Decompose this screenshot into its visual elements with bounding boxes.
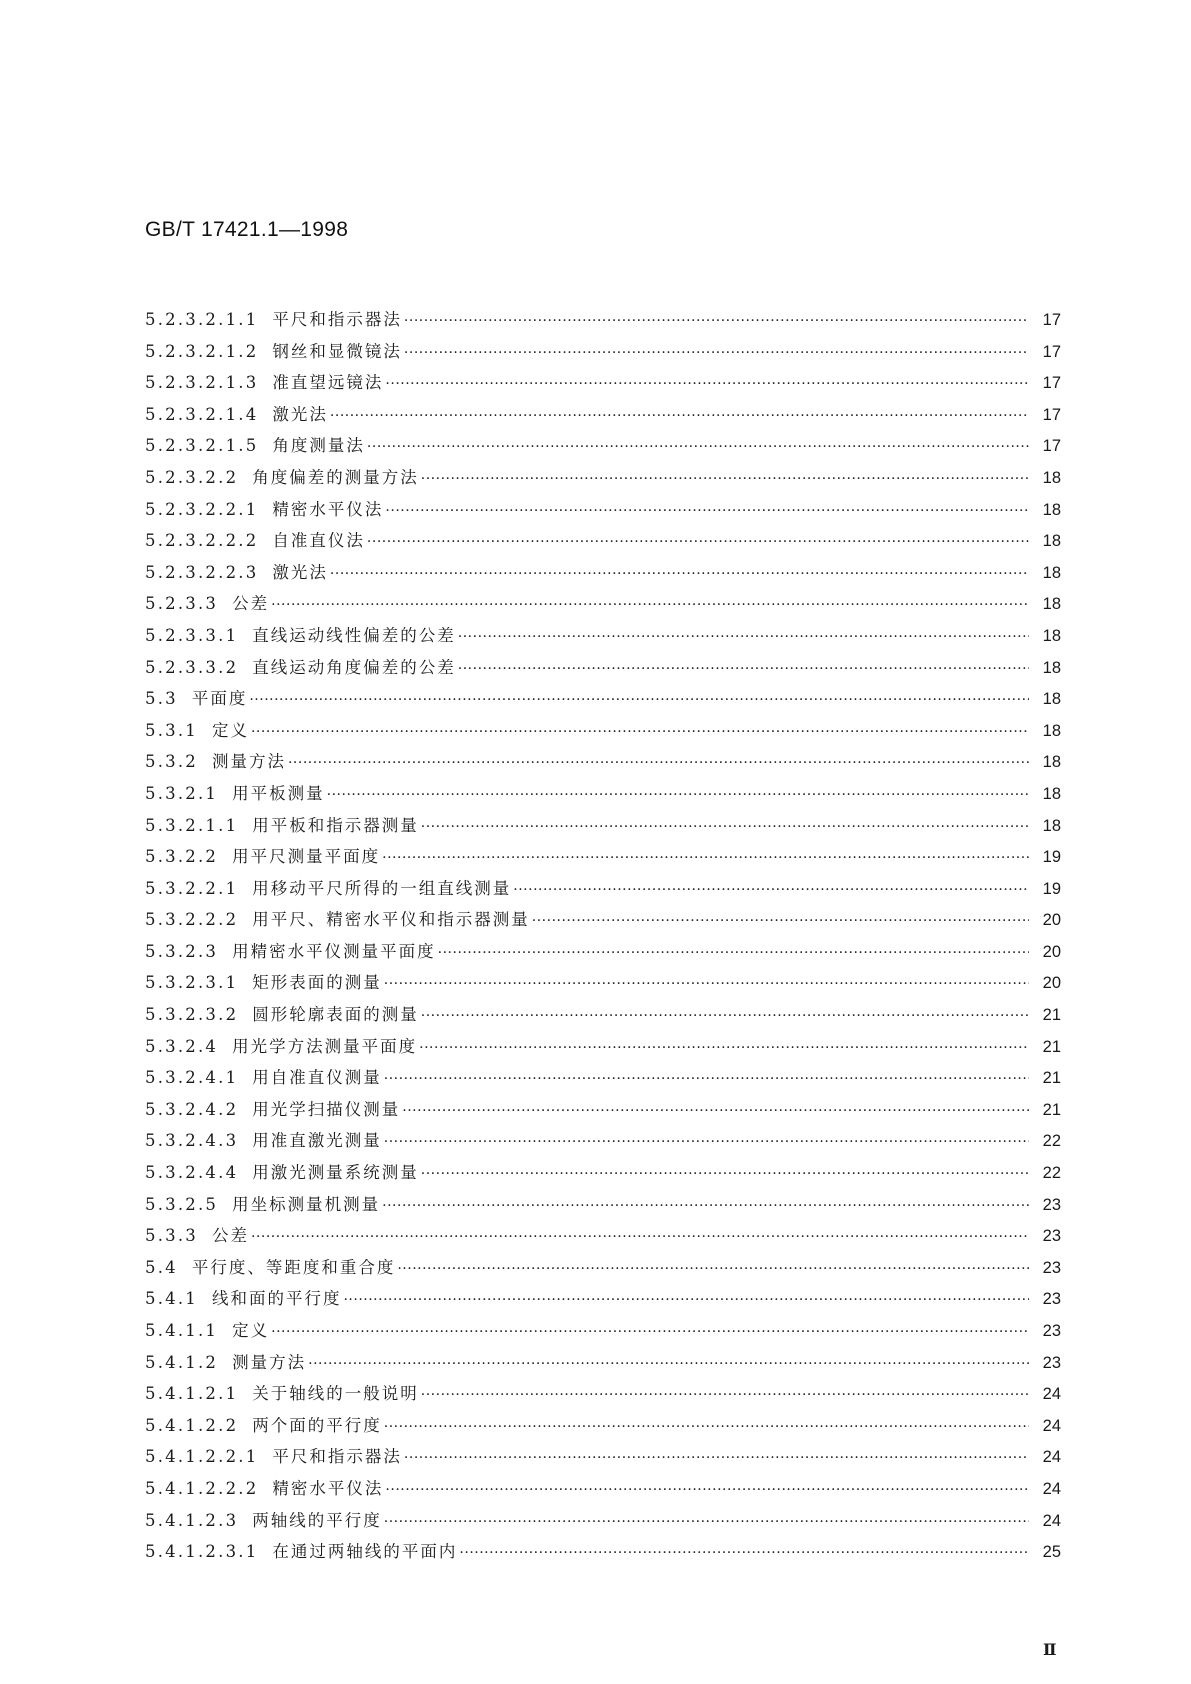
toc-entry [145,875,1061,907]
toc-dot-leader [402,1103,1029,1119]
toc-entry-page: 18 [1042,816,1061,835]
toc-entry [145,1412,1061,1444]
toc-entry-title: 用光学扫描仪测量 [252,1099,401,1119]
toc-entry-title: 直线运动线性偏差的公差 [252,625,456,645]
toc-entry-title: 矩形表面的测量 [252,973,382,993]
toc-dot-leader [343,1292,1029,1308]
toc-dot-leader [438,945,1029,961]
toc-entry-page: 25 [1042,1543,1061,1562]
toc-entry [145,401,1061,433]
toc-entry [145,1064,1061,1096]
toc-entry-title: 用坐标测量机测量 [232,1194,381,1214]
toc-entry-title: 钢丝和显微镜法 [272,341,402,361]
toc-entry [145,369,1061,401]
toc-entry [145,906,1061,938]
toc-dot-leader [288,755,1029,771]
toc-entry-number: 5.2.3.2.2.3 [145,562,259,582]
toc-entry-page: 21 [1042,1100,1061,1119]
toc-entry [145,938,1061,970]
toc-entry-number: 5.4.1.2.3 [145,1510,239,1530]
toc-entry [145,1159,1061,1191]
toc-entry-page: 21 [1042,1069,1061,1088]
toc-dot-leader [384,1134,1029,1150]
toc-entry-title: 定义 [211,720,249,740]
toc-entry-page: 18 [1042,690,1061,709]
toc-entry [145,1475,1061,1507]
toc-entry [145,717,1061,749]
toc-entry-number: 5.3.2.1 [145,783,219,803]
toc-entry-page: 17 [1042,374,1061,393]
toc-entry-number: 5.4.1.2.2.1 [145,1447,259,1467]
toc-entry-number: 5.4.1.2.2.2 [145,1478,259,1498]
toc-dot-leader [419,1040,1029,1056]
toc-entry [145,1254,1061,1286]
toc-entry [145,464,1061,496]
toc-entry-page: 20 [1042,911,1061,930]
toc-entry-title: 平行度、等距度和重合度 [191,1257,396,1277]
toc-dot-leader [271,597,1029,613]
toc-entry-page: 24 [1042,1511,1061,1530]
toc-dot-leader [327,787,1029,803]
toc-entry-title: 测量方法 [211,752,286,772]
toc-entry [145,1033,1061,1065]
toc-entry-page: 18 [1042,784,1061,803]
toc-entry-page: 17 [1042,405,1061,424]
toc-dot-leader [404,1450,1029,1466]
toc-entry-page: 23 [1042,1195,1061,1214]
toc-entry [145,622,1061,654]
toc-dot-leader [459,1545,1029,1561]
toc-dot-leader [404,313,1029,329]
toc-entry-page: 24 [1042,1416,1061,1435]
toc-entry-title: 用激光测量系统测量 [252,1163,419,1183]
toc-entry [145,1222,1061,1254]
toc-entry-page: 18 [1042,563,1061,582]
toc-entry-title: 用自准直仪测量 [252,1068,382,1088]
toc-entry-page: 17 [1042,311,1061,329]
toc-entry-number: 5.2.3.2.1.5 [145,436,259,456]
toc-entry [145,1538,1061,1570]
toc-entry-title: 两轴线的平行度 [252,1510,382,1530]
toc-entry [145,843,1061,875]
toc-entry [145,1507,1061,1539]
toc-entry-title: 精密水平仪法 [272,1478,384,1498]
toc-entry-title: 在通过两轴线的平面内 [272,1542,458,1562]
toc-entry-title: 用准直激光测量 [252,1131,382,1151]
toc-dot-leader [251,724,1029,740]
toc-dot-leader [251,1229,1029,1245]
toc-dot-leader [384,1419,1029,1435]
table-of-contents [145,306,1061,1570]
document-code-header: GB/T 17421.1—1998 [145,218,349,241]
toc-entry-title: 用平板和指示器测量 [252,815,419,835]
toc-dot-leader [367,439,1029,455]
toc-entry-number: 5.3.2.4.3 [145,1131,239,1151]
toc-dot-leader [385,1482,1029,1498]
toc-entry-number: 5.3.2 [145,752,198,772]
toc-entry-title: 关于轴线的一般说明 [252,1384,419,1404]
toc-entry-title: 用平尺测量平面度 [232,847,381,867]
toc-entry-page: 17 [1042,437,1061,456]
toc-entry [145,654,1061,686]
toc-entry-number: 5.3.2.3.2 [145,1005,239,1025]
toc-dot-leader [384,976,1029,992]
toc-dot-leader [308,1356,1029,1372]
toc-entry-page: 18 [1042,658,1061,677]
toc-entry [145,432,1061,464]
toc-entry-number: 5.4.1.2.2 [145,1415,239,1435]
toc-dot-leader [458,661,1029,677]
toc-entry-title: 用平尺、精密水平仪和指示器测量 [252,910,530,930]
toc-entry [145,1349,1061,1381]
toc-entry [145,496,1061,528]
toc-entry-number: 5.3.2.4.1 [145,1068,239,1088]
toc-entry-title: 精密水平仪法 [272,499,384,519]
toc-dot-leader [384,1071,1029,1087]
toc-entry-number: 5.3.2.5 [145,1194,219,1214]
toc-entry [145,1001,1061,1033]
toc-entry-number: 5.3.2.4 [145,1036,219,1056]
toc-entry-page: 23 [1042,1353,1061,1372]
toc-entry-page: 24 [1042,1385,1061,1404]
toc-entry-number: 5.3.3 [145,1226,198,1246]
toc-dot-leader [458,629,1029,645]
toc-entry [145,1317,1061,1349]
toc-dot-leader [385,376,1029,392]
toc-entry-number: 5.2.3.2.1.1 [145,310,259,329]
toc-entry-title: 平尺和指示器法 [272,1447,402,1467]
toc-entry [145,812,1061,844]
page-number: Ⅱ [1043,1642,1057,1659]
toc-entry-number: 5.3.2.4.2 [145,1099,239,1119]
toc-entry-title: 测量方法 [232,1352,307,1372]
toc-entry-page: 18 [1042,753,1061,772]
toc-entry-number: 5.2.3.3.1 [145,625,239,645]
toc-dot-leader [384,1514,1029,1530]
toc-entry-page: 21 [1042,1006,1061,1025]
toc-entry [145,1443,1061,1475]
toc-entry-title: 用精密水平仪测量平面度 [232,941,436,961]
toc-entry-number: 5.4.1.2.3.1 [145,1542,259,1562]
toc-entry-page: 18 [1042,468,1061,487]
toc-entry [145,1380,1061,1412]
toc-entry-page: 18 [1042,532,1061,551]
toc-entry [145,748,1061,780]
toc-dot-leader [271,1324,1029,1340]
toc-dot-leader [397,1261,1029,1277]
toc-entry-title: 角度测量法 [272,436,365,456]
toc-entry-title: 用平板测量 [232,783,325,803]
toc-entry-page: 18 [1042,721,1061,740]
toc-dot-leader [513,882,1029,898]
toc-entry-page: 24 [1042,1448,1061,1467]
toc-entry-number: 5.4.1.2 [145,1352,219,1372]
toc-entry-number: 5.2.3.3.2 [145,657,239,677]
toc-entry-number: 5.4.1 [145,1289,198,1309]
toc-entry-title: 平尺和指示器法 [272,310,402,329]
toc-entry [145,780,1061,812]
toc-entry-number: 5.3.2.2.1 [145,878,239,898]
toc-entry-number: 5.3.2.1.1 [145,815,239,835]
toc-entry [145,306,1061,338]
toc-entry-number: 5.4 [145,1257,178,1277]
toc-entry-title: 自准直仪法 [272,531,365,551]
toc-entry-title: 角度偏差的测量方法 [252,467,419,487]
toc-entry-page: 20 [1042,942,1061,961]
toc-entry-number: 5.3.2.3 [145,941,219,961]
toc-entry-title: 用光学方法测量平面度 [232,1036,418,1056]
toc-entry-page: 18 [1042,500,1061,519]
toc-entry-page: 23 [1042,1322,1061,1340]
toc-dot-leader [421,471,1029,487]
toc-entry-number: 5.3.2.2.2 [145,910,239,930]
toc-entry-number: 5.3.2.4.4 [145,1163,239,1183]
toc-entry-number: 5.3.2.2 [145,847,219,867]
toc-entry-number: 5.2.3.3 [145,594,219,614]
toc-entry [145,1191,1061,1223]
toc-dot-leader [421,1387,1029,1403]
toc-entry-title: 定义 [232,1321,270,1340]
toc-dot-leader [404,345,1029,361]
toc-entry [145,685,1061,717]
toc-entry-title: 激光法 [272,404,328,424]
toc-entry-page: 23 [1042,1258,1061,1277]
toc-entry [145,1127,1061,1159]
toc-entry-page: 18 [1042,595,1061,614]
toc-entry-page: 22 [1042,1164,1061,1183]
toc-entry-page: 23 [1042,1290,1061,1309]
toc-entry-number: 5.2.3.2.1.2 [145,341,259,361]
toc-dot-leader [532,913,1029,929]
toc-dot-leader [382,1198,1029,1214]
toc-entry-title: 准直望远镜法 [272,373,384,393]
toc-dot-leader [382,850,1029,866]
toc-dot-leader [367,534,1029,550]
toc-entry [145,590,1061,622]
toc-entry-number: 5.2.3.2.1.3 [145,373,259,393]
toc-entry-number: 5.4.1.1 [145,1321,219,1340]
toc-entry-number: 5.3.1 [145,720,198,740]
toc-dot-leader [330,566,1029,582]
toc-entry-page: 22 [1042,1132,1061,1151]
toc-entry-page: 18 [1042,626,1061,645]
toc-entry-title: 激光法 [272,562,328,582]
toc-entry [145,1285,1061,1317]
toc-entry-page: 23 [1042,1227,1061,1246]
toc-entry-title: 直线运动角度偏差的公差 [252,657,456,677]
toc-entry-page: 21 [1042,1037,1061,1056]
toc-dot-leader [421,1008,1029,1024]
toc-entry-number: 5.4.1.2.1 [145,1384,239,1404]
toc-entry-number: 5.2.3.2.2.1 [145,499,259,519]
toc-entry [145,969,1061,1001]
toc-entry-title: 公差 [211,1226,249,1246]
toc-entry-title: 两个面的平行度 [252,1415,382,1435]
toc-dot-leader [330,408,1029,424]
toc-entry-number: 5.3 [145,689,178,709]
toc-dot-leader [249,692,1029,708]
toc-dot-leader [385,503,1029,519]
toc-entry-page: 19 [1042,879,1061,898]
toc-entry-number: 5.2.3.2.1.4 [145,404,259,424]
toc-entry [145,527,1061,559]
toc-entry-number: 5.3.2.3.1 [145,973,239,993]
toc-entry-title: 公差 [232,594,270,614]
toc-entry-page: 19 [1042,848,1061,867]
toc-entry-title: 圆形轮廓表面的测量 [252,1005,419,1025]
toc-entry-page: 20 [1042,974,1061,993]
toc-entry-title: 线和面的平行度 [211,1289,342,1309]
toc-entry-title: 平面度 [191,689,248,709]
toc-entry [145,1096,1061,1128]
toc-entry [145,559,1061,591]
toc-entry-number: 5.2.3.2.2.2 [145,531,259,551]
toc-dot-leader [421,819,1029,835]
toc-entry-page: 24 [1042,1479,1061,1498]
toc-dot-leader [421,1166,1029,1182]
toc-entry-number: 5.2.3.2.2 [145,467,239,487]
toc-entry-title: 用移动平尺所得的一组直线测量 [252,878,512,898]
toc-entry-page: 17 [1042,342,1061,361]
toc-entry [145,338,1061,370]
